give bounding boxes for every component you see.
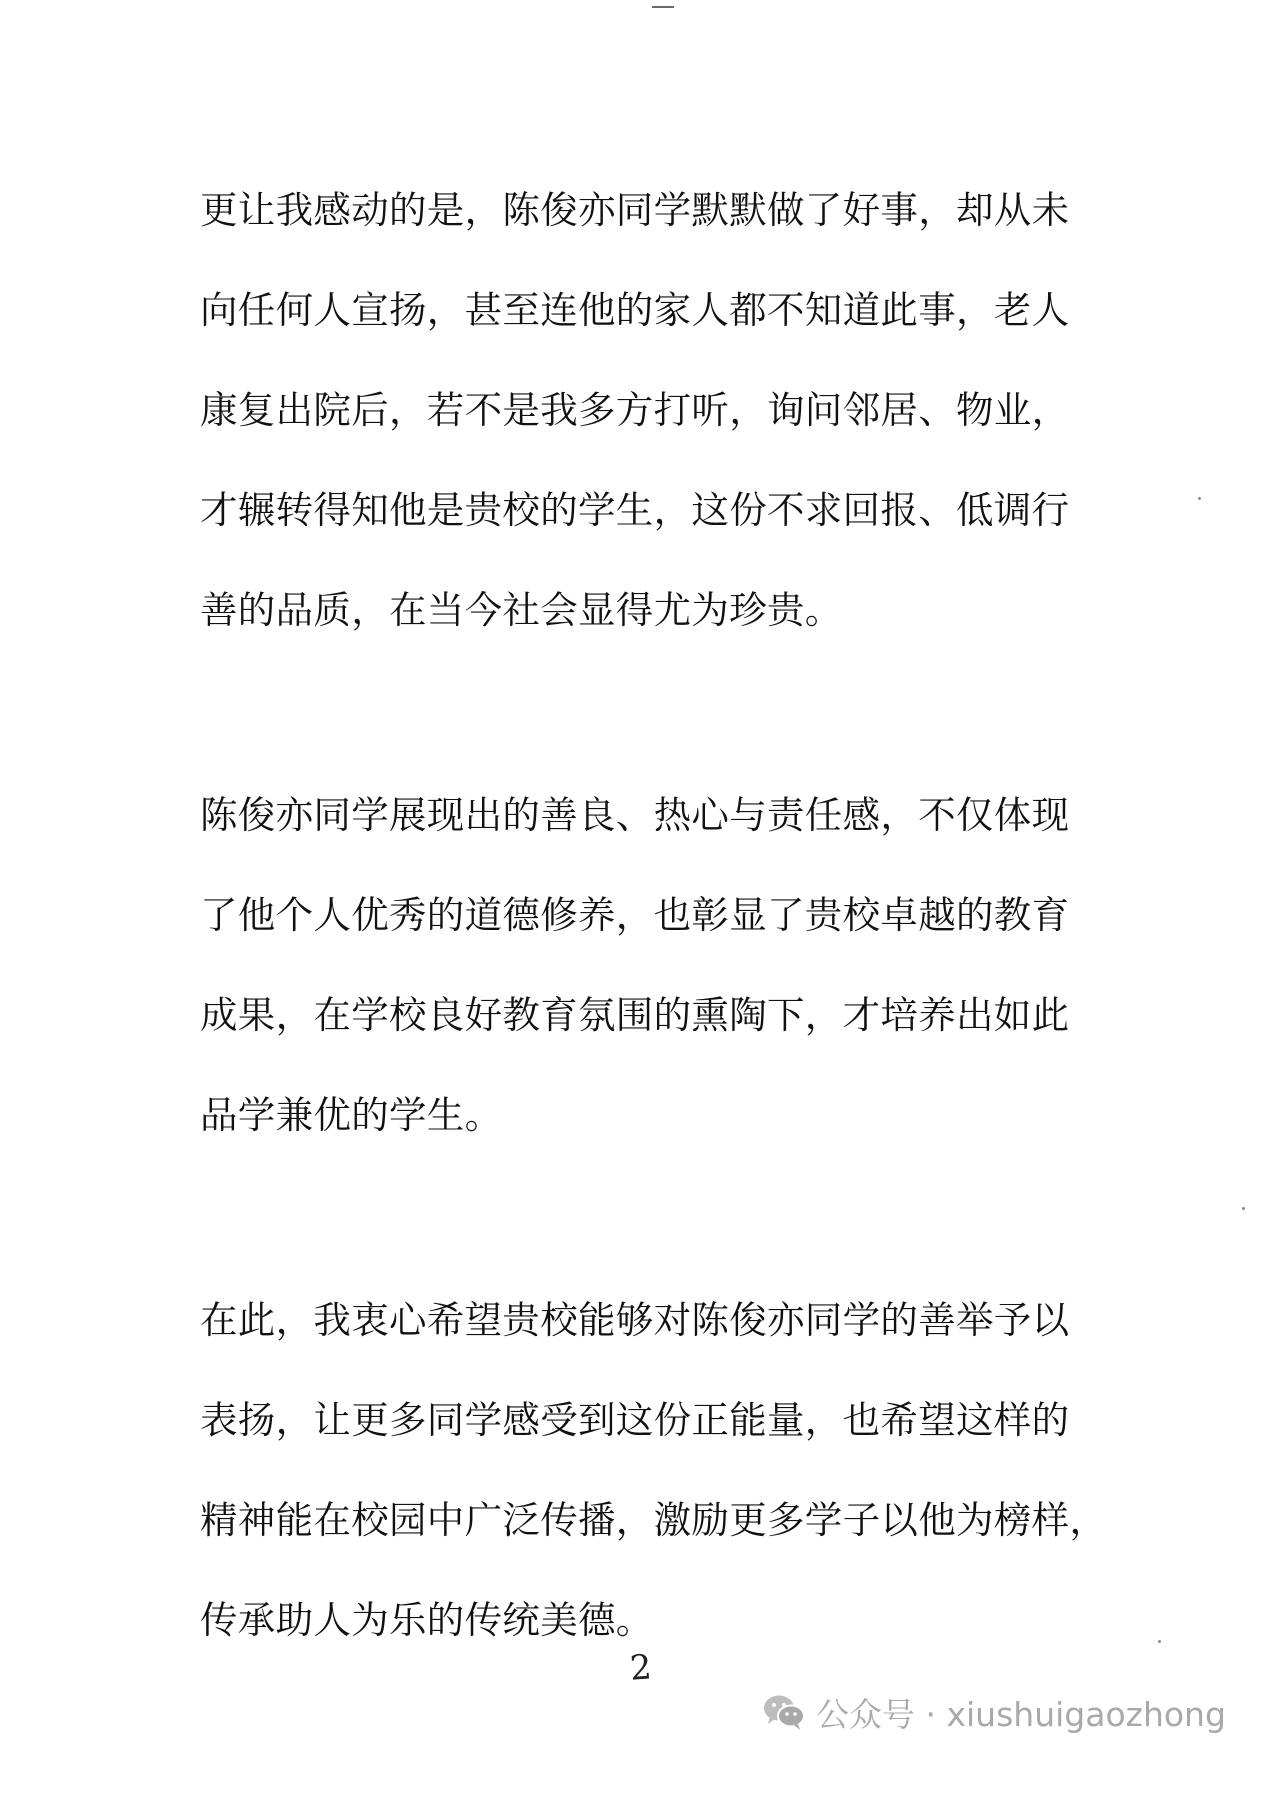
scan-mark bbox=[652, 6, 674, 8]
paragraph-1 bbox=[200, 160, 1120, 660]
text-line: 陈俊亦同学展现出的善良、热心与责任感，不仅体现 bbox=[200, 793, 1070, 837]
scan-speck bbox=[1158, 1640, 1161, 1643]
text-line: 在此，我衷心希望贵校能够对陈俊亦同学的善举予以 bbox=[200, 1298, 1070, 1342]
text-line: 品学兼优的学生。 bbox=[200, 1093, 503, 1137]
text-line: 成果，在学校良好教育氛围的熏陶下，才培养出如此 bbox=[200, 993, 1070, 1037]
paragraph-3 bbox=[200, 1270, 1120, 1670]
text-line: 才辗转得知他是贵校的学生，这份不求回报、低调行 bbox=[200, 488, 1070, 532]
text-line: 表扬，让更多同学感受到这份正能量，也希望这样的 bbox=[200, 1398, 1070, 1442]
paragraph-2 bbox=[200, 765, 1120, 1165]
scan-speck bbox=[1242, 1207, 1245, 1210]
watermark-text: 公众号 · xiushuigaozhong bbox=[816, 1694, 1226, 1734]
text-line: 更让我感动的是，陈俊亦同学默默做了好事，却从未 bbox=[200, 188, 1070, 232]
text-line: 向任何人宣扬，甚至连他的家人都不知道此事，老人 bbox=[200, 288, 1070, 332]
text-line: 康复出院后，若不是我多方打听，询问邻居、物业， bbox=[200, 388, 1070, 432]
text-line: 善的品质，在当今社会显得尤为珍贵。 bbox=[200, 588, 843, 632]
page-number: 2 bbox=[628, 1647, 654, 1689]
text-line: 传承助人为乐的传统美德。 bbox=[200, 1598, 654, 1642]
wechat-watermark bbox=[762, 1688, 1226, 1736]
text-line: 精神能在校园中广泛传播，激励更多学子以他为榜样， bbox=[200, 1498, 1108, 1542]
wechat-icon bbox=[762, 1692, 806, 1732]
scan-speck bbox=[1198, 497, 1201, 500]
text-line: 了他个人优秀的道德修养，也彰显了贵校卓越的教育 bbox=[200, 893, 1070, 937]
